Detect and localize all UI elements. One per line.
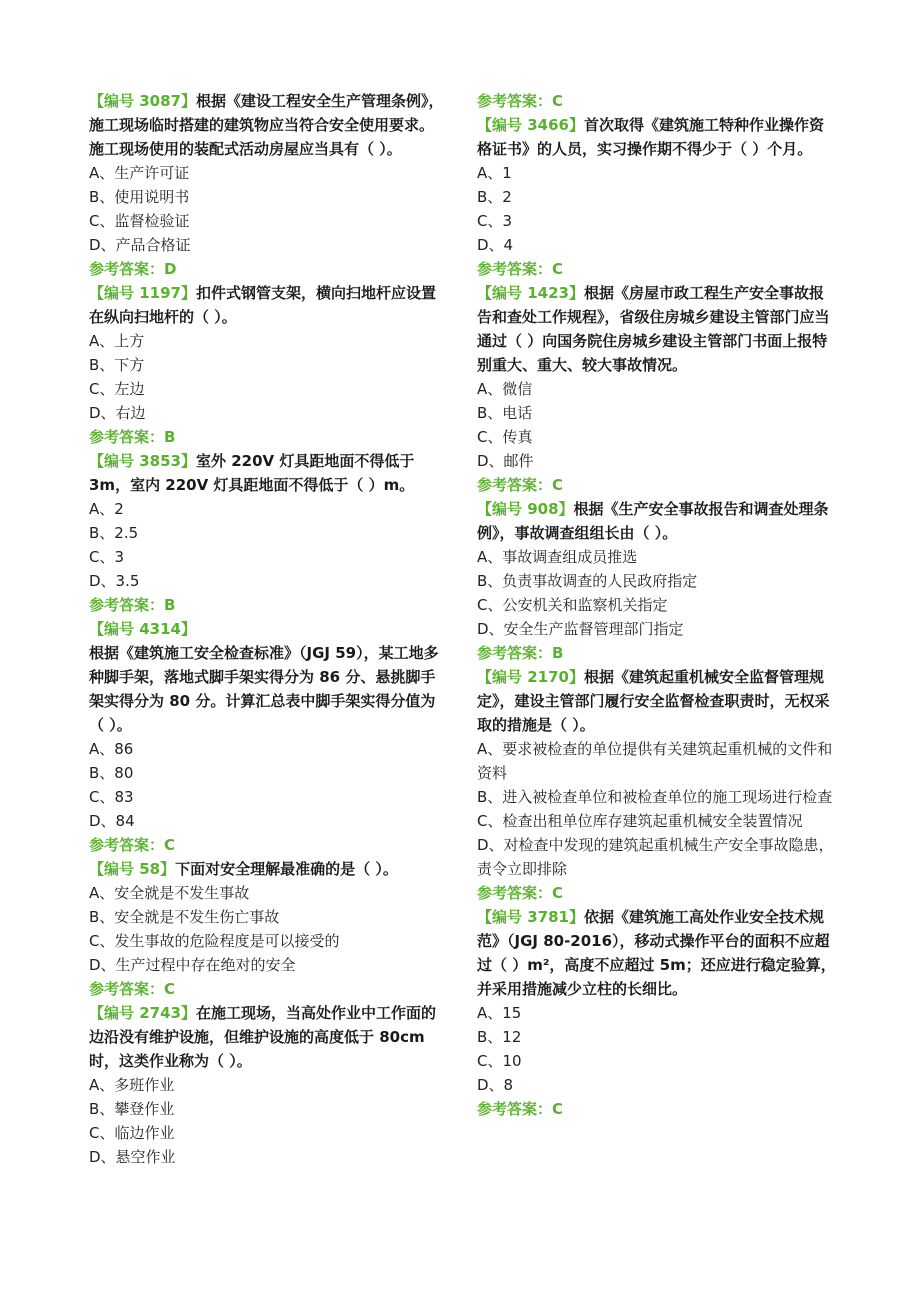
answer-line [477, 473, 837, 497]
question-code: 【编号 1197】 [89, 284, 196, 302]
option-item: C、10 [477, 1052, 522, 1070]
option-item: D、生产过程中存在绝对的安全 [89, 956, 296, 974]
option-item: A、2 [89, 500, 124, 518]
question-code: 【编号 3466】 [477, 116, 584, 134]
question-code: 【编号 908】 [477, 500, 574, 518]
question-code: 【编号 2170】 [477, 668, 584, 686]
question-text [89, 641, 447, 737]
question-stem: 下面对安全理解最准确的是（ ）。 [175, 860, 398, 878]
answer-label: 参考答案： [89, 428, 165, 446]
option-item: D、8 [477, 1076, 514, 1094]
option-item: B、下方 [89, 356, 145, 374]
question-text [477, 281, 837, 377]
answer-label: 参考答案： [89, 836, 165, 854]
option-item: D、邮件 [477, 452, 534, 470]
answer-label: 参考答案： [477, 476, 553, 494]
answer-line [89, 833, 447, 857]
option-item: B、安全就是不发生伤亡事故 [89, 908, 280, 926]
question-block [89, 617, 447, 857]
option-item: C、83 [89, 788, 134, 806]
answer-value: C [552, 476, 564, 494]
answer-label: 参考答案： [477, 92, 553, 110]
question-stem: 室外 220V 灯具距地面不得低于3m，室内 220V 灯具距地面不得低于（ ）m。 [89, 452, 415, 494]
question-stem: 根据《房屋市政工程生产安全事故报告和查处工作规程》，省级住房城乡建设主管部门应当通过（ ）向国务院住房城乡建设主管部门书面上报特别重大、重大、较大事故情况。 [477, 284, 830, 374]
option-item: D、安全生产监督管理部门指定 [477, 620, 684, 638]
answer-line [89, 257, 447, 281]
option-item: C、检查出租单位库存建筑起重机械安全装置情况 [477, 812, 803, 830]
question-block [477, 113, 837, 281]
question-block [89, 857, 447, 1001]
option-item: B、80 [89, 764, 134, 782]
answer-value: C [552, 260, 564, 278]
question-text [477, 665, 837, 737]
answer-value: C [164, 980, 176, 998]
question-block [477, 497, 837, 665]
question-block [89, 449, 447, 617]
answer-line [477, 641, 837, 665]
option-item: A、上方 [89, 332, 145, 350]
answer-line [477, 257, 837, 281]
option-item: D、悬空作业 [89, 1148, 176, 1166]
answer-value: D [164, 260, 177, 278]
option-item: C、3 [89, 548, 125, 566]
option-item: A、要求被检查的单位提供有关建筑起重机械的文件和资料 [477, 740, 833, 782]
option-item: C、公安机关和监察机关指定 [477, 596, 668, 614]
question-code: 【编号 2743】 [89, 1004, 196, 1022]
question-text [89, 89, 447, 161]
option-item: C、监督检验证 [89, 212, 190, 230]
option-item: B、进入被检查单位和被检查单位的施工现场进行检查 [477, 788, 833, 806]
option-item: C、发生事故的危险程度是可以接受的 [89, 932, 340, 950]
answer-value: B [552, 644, 564, 662]
answer-line [89, 593, 447, 617]
option-item: D、右边 [89, 404, 146, 422]
option-item: D、3.5 [89, 572, 140, 590]
question-stem: 依据《建筑施工高处作业安全技术规范》（JGJ 80-2016），移动式操作平台的面积不应超过（ ）m²，高度不应超过 5m；还应进行稳定验算，并采用措施减少立柱的长细比。 [477, 908, 836, 998]
question-stem: 根据《建筑起重机械安全监督管理规定》，建设主管部门履行安全监督检查职责时，无权采取的措施是（ ）。 [477, 668, 830, 734]
answer-line [477, 881, 837, 905]
answer-label: 参考答案： [89, 260, 165, 278]
question-code: 【编号 3087】 [89, 92, 196, 110]
question-text [89, 1001, 447, 1073]
question-code: 【编号 3853】 [89, 452, 196, 470]
question-text [89, 857, 447, 881]
question-text [477, 905, 837, 1001]
answer-line [89, 425, 447, 449]
answer-value: C [552, 1100, 564, 1118]
option-item: A、86 [89, 740, 134, 758]
answer-label: 参考答案： [477, 884, 553, 902]
question-stem: 根据《生产安全事故报告和调查处理条例》，事故调查组组长由（ ）。 [477, 500, 829, 542]
answer-line [477, 1097, 837, 1121]
question-stem: 根据《建筑施工安全检查标准》（JGJ 59），某工地多种脚手架，落地式脚手架实得分为 86 分、悬挑脚手架实得分为 80 分。计算汇总表中脚手架实得分值为（ ）。 [89, 644, 439, 734]
question-text [477, 497, 837, 545]
question-header [89, 617, 447, 641]
option-item: D、产品合格证 [89, 236, 191, 254]
option-item: A、微信 [477, 380, 533, 398]
right-column [477, 89, 837, 1121]
answer-value: B [164, 428, 176, 446]
question-block [477, 281, 837, 497]
option-item: B、使用说明书 [89, 188, 190, 206]
option-item: B、电话 [477, 404, 533, 422]
answer-label: 参考答案： [477, 260, 553, 278]
answer-line [477, 89, 837, 113]
option-item: B、2.5 [89, 524, 139, 542]
option-item: D、对检查中发现的建筑起重机械生产安全事故隐患，责令立即排除 [477, 836, 834, 878]
question-code: 【编号 58】 [89, 860, 176, 878]
option-item: B、攀登作业 [89, 1100, 175, 1118]
option-item: B、2 [477, 188, 512, 206]
option-item: A、15 [477, 1004, 522, 1022]
question-code: 【编号 1423】 [477, 284, 584, 302]
question-text [89, 281, 447, 329]
option-item: A、1 [477, 164, 512, 182]
option-item: B、负责事故调查的人民政府指定 [477, 572, 698, 590]
option-item: D、84 [89, 812, 135, 830]
answer-label: 参考答案： [89, 596, 165, 614]
option-item: C、传真 [477, 428, 533, 446]
option-item: A、生产许可证 [89, 164, 190, 182]
question-stem: 首次取得《建筑施工特种作业操作资格证书》的人员，实习操作期不得少于（ ）个月。 [477, 116, 824, 158]
answer-label: 参考答案： [477, 1100, 553, 1118]
option-item: C、3 [477, 212, 513, 230]
question-text [89, 449, 447, 497]
left-column [89, 89, 447, 1169]
question-code: 【编号 4314】 [89, 620, 196, 638]
option-item: D、4 [477, 236, 514, 254]
answer-value: C [164, 836, 176, 854]
question-block [89, 89, 447, 281]
question-block [477, 665, 837, 905]
option-item: A、事故调查组成员推选 [477, 548, 638, 566]
question-stem: 在施工现场，当高处作业中工作面的边沿没有维护设施，但维护设施的高度低于 80cm 时，这类作业称为（ ）。 [89, 1004, 436, 1070]
question-stem: 扣件式钢管支架，横向扫地杆应设置在纵向扫地杆的（ ）。 [89, 284, 436, 326]
answer-value: C [552, 92, 564, 110]
question-block [89, 281, 447, 449]
option-item: A、安全就是不发生事故 [89, 884, 250, 902]
answer-label: 参考答案： [89, 980, 165, 998]
question-block [477, 905, 837, 1121]
answer-value: B [164, 596, 176, 614]
option-item: A、多班作业 [89, 1076, 175, 1094]
question-code: 【编号 3781】 [477, 908, 584, 926]
question-text [477, 113, 837, 161]
question-stem: 根据《建设工程安全生产管理条例》，施工现场临时搭建的建筑物应当符合安全使用要求。施工现场使用的装配式活动房屋应当具有（ ）。 [89, 92, 444, 158]
answer-label: 参考答案： [477, 644, 553, 662]
answer-line [89, 977, 447, 1001]
option-item: C、临边作业 [89, 1124, 175, 1142]
question-block [89, 1001, 447, 1169]
option-item: B、12 [477, 1028, 522, 1046]
option-item: C、左边 [89, 380, 145, 398]
answer-value: C [552, 884, 564, 902]
